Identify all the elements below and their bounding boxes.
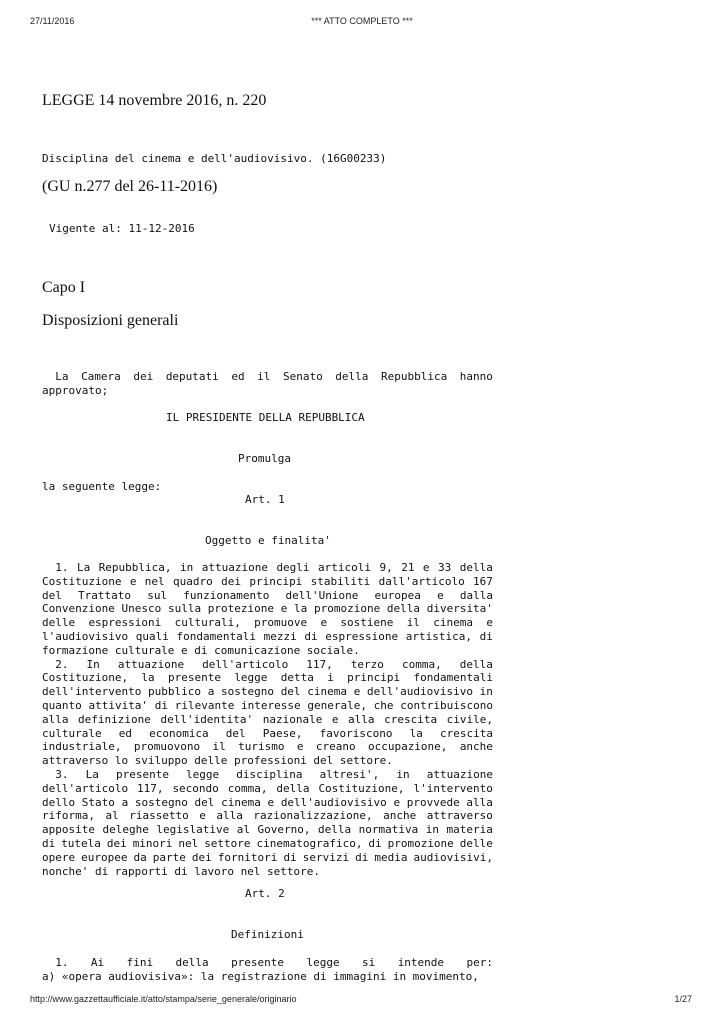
capo-number: Capo I bbox=[42, 279, 86, 296]
text-line: apposite deleghe legislative al Governo, della normativa in materia bbox=[42, 823, 493, 837]
text-line: Costituzione, la presente legge detta i principi fondamentali bbox=[42, 671, 493, 685]
law-title: LEGGE 14 novembre 2016, n. 220 bbox=[42, 92, 267, 109]
text-line: culturale ed economica del Paese, favoriscono la crescita bbox=[42, 726, 493, 740]
text-line: La Camera dei deputati ed il Senato della Repubblica hanno bbox=[42, 370, 493, 383]
text-line: dell'articolo 117, secondo comma, della Costituzione, l'intervento bbox=[42, 781, 493, 795]
text-line: dell'intervento pubblico a sostegno del cinema e dell'audiovisivo in bbox=[42, 685, 493, 699]
print-date: 27/11/2016 bbox=[30, 16, 75, 26]
print-header-title: *** ATTO COMPLETO *** bbox=[311, 16, 413, 26]
text-line: Convenzione Unesco sulla protezione e la promozione della diversita' bbox=[42, 602, 493, 616]
vigente-date: Vigente al: 11-12-2016 bbox=[49, 222, 195, 235]
seguente-legge: la seguente legge: bbox=[42, 480, 162, 493]
article-2-body bbox=[42, 956, 493, 984]
text-line: delle espressioni culturali, promuove e sostiene il cinema e bbox=[42, 616, 493, 630]
article-1-title: Oggetto e finalita' bbox=[205, 534, 331, 547]
gazette-reference: (GU n.277 del 26-11-2016) bbox=[42, 178, 218, 195]
text-line: approvato; bbox=[42, 383, 109, 397]
page-number: 1/27 bbox=[674, 994, 692, 1004]
text-line: opere europee da parte dei fornitori di servizi di media audiovisivi, bbox=[42, 850, 493, 864]
text-line: 1. La Repubblica, in attuazione degli articoli 9, 21 e 33 della bbox=[42, 561, 493, 574]
text-line: attraverso lo sviluppo delle professioni del settore. bbox=[42, 754, 393, 768]
article-1-body bbox=[42, 561, 493, 878]
text-line: 1. Ai fini della presente legge si intende per: bbox=[42, 956, 493, 969]
text-line: 3. La presente legge disciplina altresi', in attuazione bbox=[42, 767, 493, 781]
text-line: industriale, promuovono il turismo e creano occupazione, anche bbox=[42, 740, 493, 754]
promulga-heading: Promulga bbox=[238, 452, 291, 465]
text-line: nonche' di rapporti di lavoro nel settore. bbox=[42, 864, 321, 878]
text-line: 2. In attuazione dell'articolo 117, terzo comma, della bbox=[42, 657, 493, 671]
source-url: http://www.gazzettaufficiale.it/atto/stampa/serie_generale/originario bbox=[30, 994, 297, 1004]
capo-title: Disposizioni generali bbox=[42, 312, 179, 329]
approval-paragraph bbox=[42, 370, 493, 398]
article-2-heading: Art. 2 bbox=[245, 887, 285, 900]
text-line: a) «opera audiovisiva»: la registrazione di immagini in movimento, bbox=[42, 969, 479, 983]
article-2-title: Definizioni bbox=[231, 928, 304, 941]
text-line: dello Stato a sostegno del cinema e dell'audiovisivo e provvede alla bbox=[42, 795, 493, 809]
text-line: di tutela dei minori nel settore cinematografico, di promozione delle bbox=[42, 836, 493, 850]
text-line: riforma, al riassetto e alla razionalizzazione, anche attraverso bbox=[42, 809, 493, 823]
text-line: quanto attivita' di rilevante interesse generale, che contribuiscono bbox=[42, 698, 493, 712]
text-line: alla definizione dell'identita' nazionale e alla crescita civile, bbox=[42, 712, 493, 726]
law-subject: Disciplina del cinema e dell'audiovisivo. (16G00233) bbox=[42, 152, 387, 165]
president-heading: IL PRESIDENTE DELLA REPUBBLICA bbox=[166, 411, 365, 424]
text-line: Costituzione e nel quadro dei principi stabiliti dall'articolo 167 bbox=[42, 574, 493, 588]
text-line: del Trattato sul funzionamento dell'Unione europea e dalla bbox=[42, 588, 493, 602]
text-line: formazione culturale e di comunicazione sociale. bbox=[42, 643, 360, 657]
text-line: l'audiovisivo quali fondamentali mezzi di espressione artistica, di bbox=[42, 629, 493, 643]
article-1-heading: Art. 1 bbox=[245, 493, 285, 506]
